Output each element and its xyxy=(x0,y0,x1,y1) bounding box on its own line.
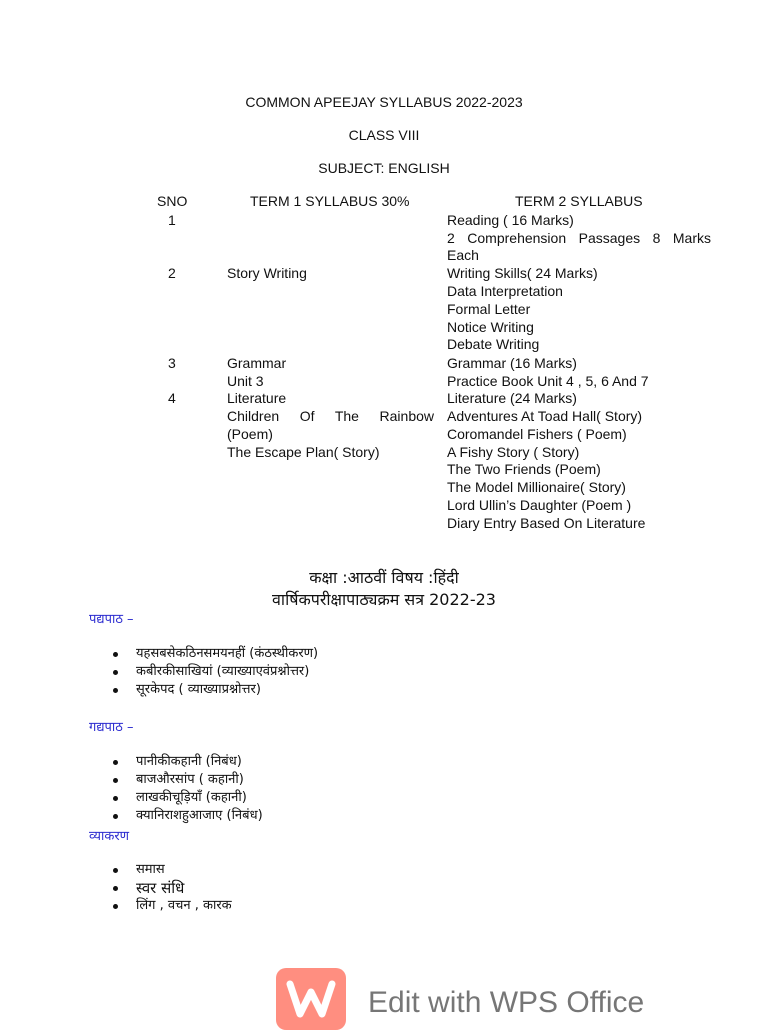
term1-line: Story Writing xyxy=(227,265,307,281)
prose-list xyxy=(110,753,263,825)
list-item: स्वर संधि xyxy=(110,879,232,897)
section-heading-prose: गद्यपाठ – xyxy=(89,720,134,735)
term2-line: Literature (24 Marks) xyxy=(447,390,577,406)
term2-line: Lord Ullin’s Daughter (Poem ) xyxy=(447,497,632,513)
subject-label: SUBJECT: ENGLISH xyxy=(318,160,450,176)
term2-line: Each xyxy=(447,247,479,263)
row-sno: 4 xyxy=(168,390,176,406)
section-heading-grammar: व्याकरण xyxy=(89,829,130,844)
list-item: सूरकेपद ( व्याख्याप्रश्नोत्तर) xyxy=(110,681,318,699)
term2-line: A Fishy Story ( Story) xyxy=(447,444,580,460)
bullet-icon xyxy=(113,652,118,657)
term2-line: Formal Letter xyxy=(447,301,531,317)
poetry-list xyxy=(110,645,318,699)
list-item: यहसबसेकठिनसमयनहीं (कंठस्थीकरण) xyxy=(110,645,318,663)
row-sno: 2 xyxy=(168,265,176,281)
term2-line: The Two Friends (Poem) xyxy=(447,461,601,477)
section-heading-poetry: पद्यपाठ – xyxy=(89,612,134,627)
bullet-icon xyxy=(113,760,118,765)
list-item: पानीकीकहानी (निबंध) xyxy=(110,753,263,771)
term2-line: Grammar (16 Marks) xyxy=(447,355,577,371)
col-header-term2: TERM 2 SYLLABUS xyxy=(515,193,643,209)
grammar-list xyxy=(110,861,232,915)
term2-line: Debate Writing xyxy=(447,336,540,352)
bullet-icon xyxy=(113,886,118,891)
term2-line: Writing Skills( 24 Marks) xyxy=(447,265,598,281)
term2-line: 2 Comprehension Passages 8 Marks xyxy=(447,229,711,246)
term1-line: (Poem) xyxy=(227,426,273,442)
bullet-icon xyxy=(113,868,118,873)
class-label: CLASS VIII xyxy=(348,127,420,143)
term1-line: The Escape Plan( Story) xyxy=(227,444,380,460)
term2-line: Coromandel Fishers ( Poem) xyxy=(447,426,627,442)
term2-line: Adventures At Toad Hall( Story) xyxy=(447,407,643,424)
wps-watermark-text: Edit with WPS Office xyxy=(368,986,645,1019)
hindi-syllabus-title: वार्षिकपरीक्षापाठ्यक्रम सत्र 2022-23 xyxy=(272,590,496,609)
term1-line: Grammar xyxy=(227,355,287,371)
bullet-icon xyxy=(113,670,118,675)
bullet-icon xyxy=(113,778,118,783)
list-item: समास xyxy=(110,861,232,879)
term2-line: Diary Entry Based On Literature xyxy=(447,515,646,531)
list-item: क्यानिराशहुआजाए (निबंध) xyxy=(110,807,263,825)
bullet-icon xyxy=(113,688,118,693)
term1-line: Unit 3 xyxy=(227,372,264,389)
term1-line: Children Of The Rainbow xyxy=(227,407,434,424)
hindi-class-subject: कक्षा :आठवीं विषय :हिंदी xyxy=(309,568,459,587)
list-item: बाजऔरसांप ( कहानी) xyxy=(110,771,263,789)
list-item: लाखकीचूड़ियाँ (कहानी) xyxy=(110,789,263,807)
list-item: लिंग , वचन , कारक xyxy=(110,897,232,915)
wps-logo-icon xyxy=(276,968,346,1030)
wps-watermark[interactable] xyxy=(276,968,676,1024)
row-sno: 3 xyxy=(168,355,176,371)
bullet-icon xyxy=(113,814,118,819)
term1-line: Literature xyxy=(227,390,287,406)
term2-line: Reading ( 16 Marks) xyxy=(447,212,574,228)
col-header-term1: TERM 1 SYLLABUS 30% xyxy=(250,193,410,209)
list-item: कबीरकीसाखियां (व्याख्याएवंप्रश्नोत्तर) xyxy=(110,663,318,681)
term2-line: Practice Book Unit 4 , 5, 6 And 7 xyxy=(447,372,649,389)
row-sno: 1 xyxy=(168,212,176,228)
document-title: COMMON APEEJAY SYLLABUS 2022-2023 xyxy=(245,94,523,110)
term2-line: Data Interpretation xyxy=(447,283,563,299)
term2-line: The Model Millionaire( Story) xyxy=(447,479,626,495)
term2-line: Notice Writing xyxy=(447,318,534,335)
col-header-sno: SNO xyxy=(157,193,188,209)
bullet-icon xyxy=(113,904,118,909)
bullet-icon xyxy=(113,796,118,801)
